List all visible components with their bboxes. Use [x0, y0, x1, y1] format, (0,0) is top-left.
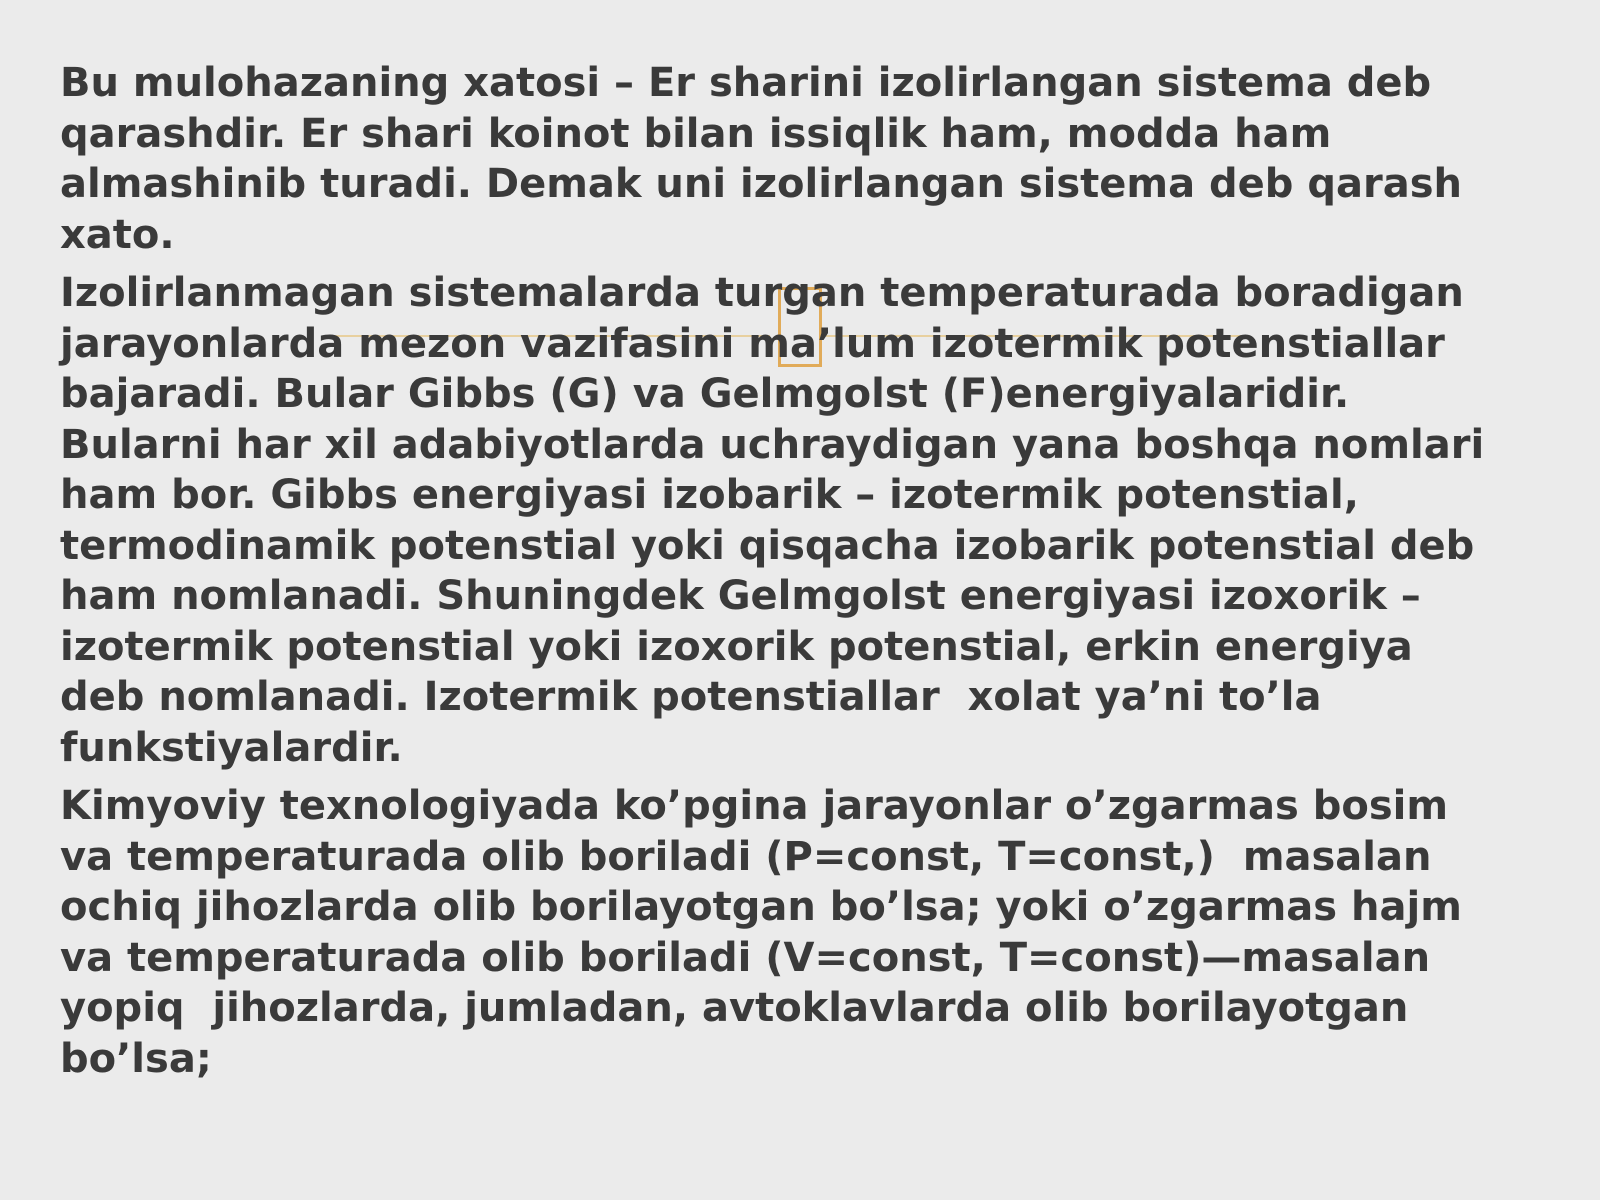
text-line: deb nomlanadi. Izotermik potenstiallar xolat ya’ni to’la: [60, 674, 1322, 720]
paragraph-2: [60, 268, 1560, 773]
text-line: funkstiyalardir.: [60, 724, 403, 771]
text-line: bajaradi. Bular Gibbs (G) va Gelmgolst (F)energiyalaridir.: [60, 371, 1350, 417]
paragraph-3: [60, 781, 1560, 1084]
text-line: almashinib turadi. Demak uni izolirlangan sistema deb qarash: [60, 161, 1462, 207]
text-line: termodinamik potenstial yoki qisqacha izobarik potenstial deb: [60, 522, 1475, 569]
text-line: xato.: [60, 211, 175, 258]
text-line: ochiq jihozlarda olib borilayotgan bo’lsa; yoki o’zgarmas hajm: [60, 884, 1462, 930]
text-line: Bularni har xil adabiyotlarda uchraydigan yana boshqa nomlari: [60, 421, 1485, 468]
text-line: va temperaturada olib boriladi (V=const, T=const)—masalan: [60, 934, 1431, 981]
text-line: Kimyoviy texnologiyada ko’pgina jarayonlar o’zgarmas bosim: [60, 783, 1449, 829]
text-line: ham nomlanadi. Shuningdek Gelmgolst energiyasi izoxorik –: [60, 573, 1421, 619]
text-line: yopiq jihozlarda, jumladan, avtoklavlarda olib borilayotgan: [60, 985, 1409, 1031]
text-line: Bu mulohazaning xatosi – Er sharini izolirlangan sistema deb: [60, 60, 1432, 106]
text-line: Izolirlanmagan sistemalarda turgan temperaturada boradigan: [60, 270, 1464, 316]
slide-body-text: [60, 58, 1560, 1092]
paragraph-1: [60, 58, 1560, 260]
text-line: izotermik potenstial yoki izoxorik potenstial, erkin energiya: [60, 623, 1413, 670]
text-line: qarashdir. Er shari koinot bilan issiqlik ham, modda ham: [60, 110, 1332, 157]
text-line: ham bor. Gibbs energiyasi izobarik – izotermik potenstial,: [60, 472, 1359, 518]
text-line: va temperaturada olib boriladi (P=const, T=const,) masalan: [60, 833, 1432, 880]
text-line: jarayonlarda mezon vazifasini ma’lum izotermik potenstiallar: [60, 320, 1445, 367]
text-line: bo’lsa;: [60, 1035, 212, 1082]
